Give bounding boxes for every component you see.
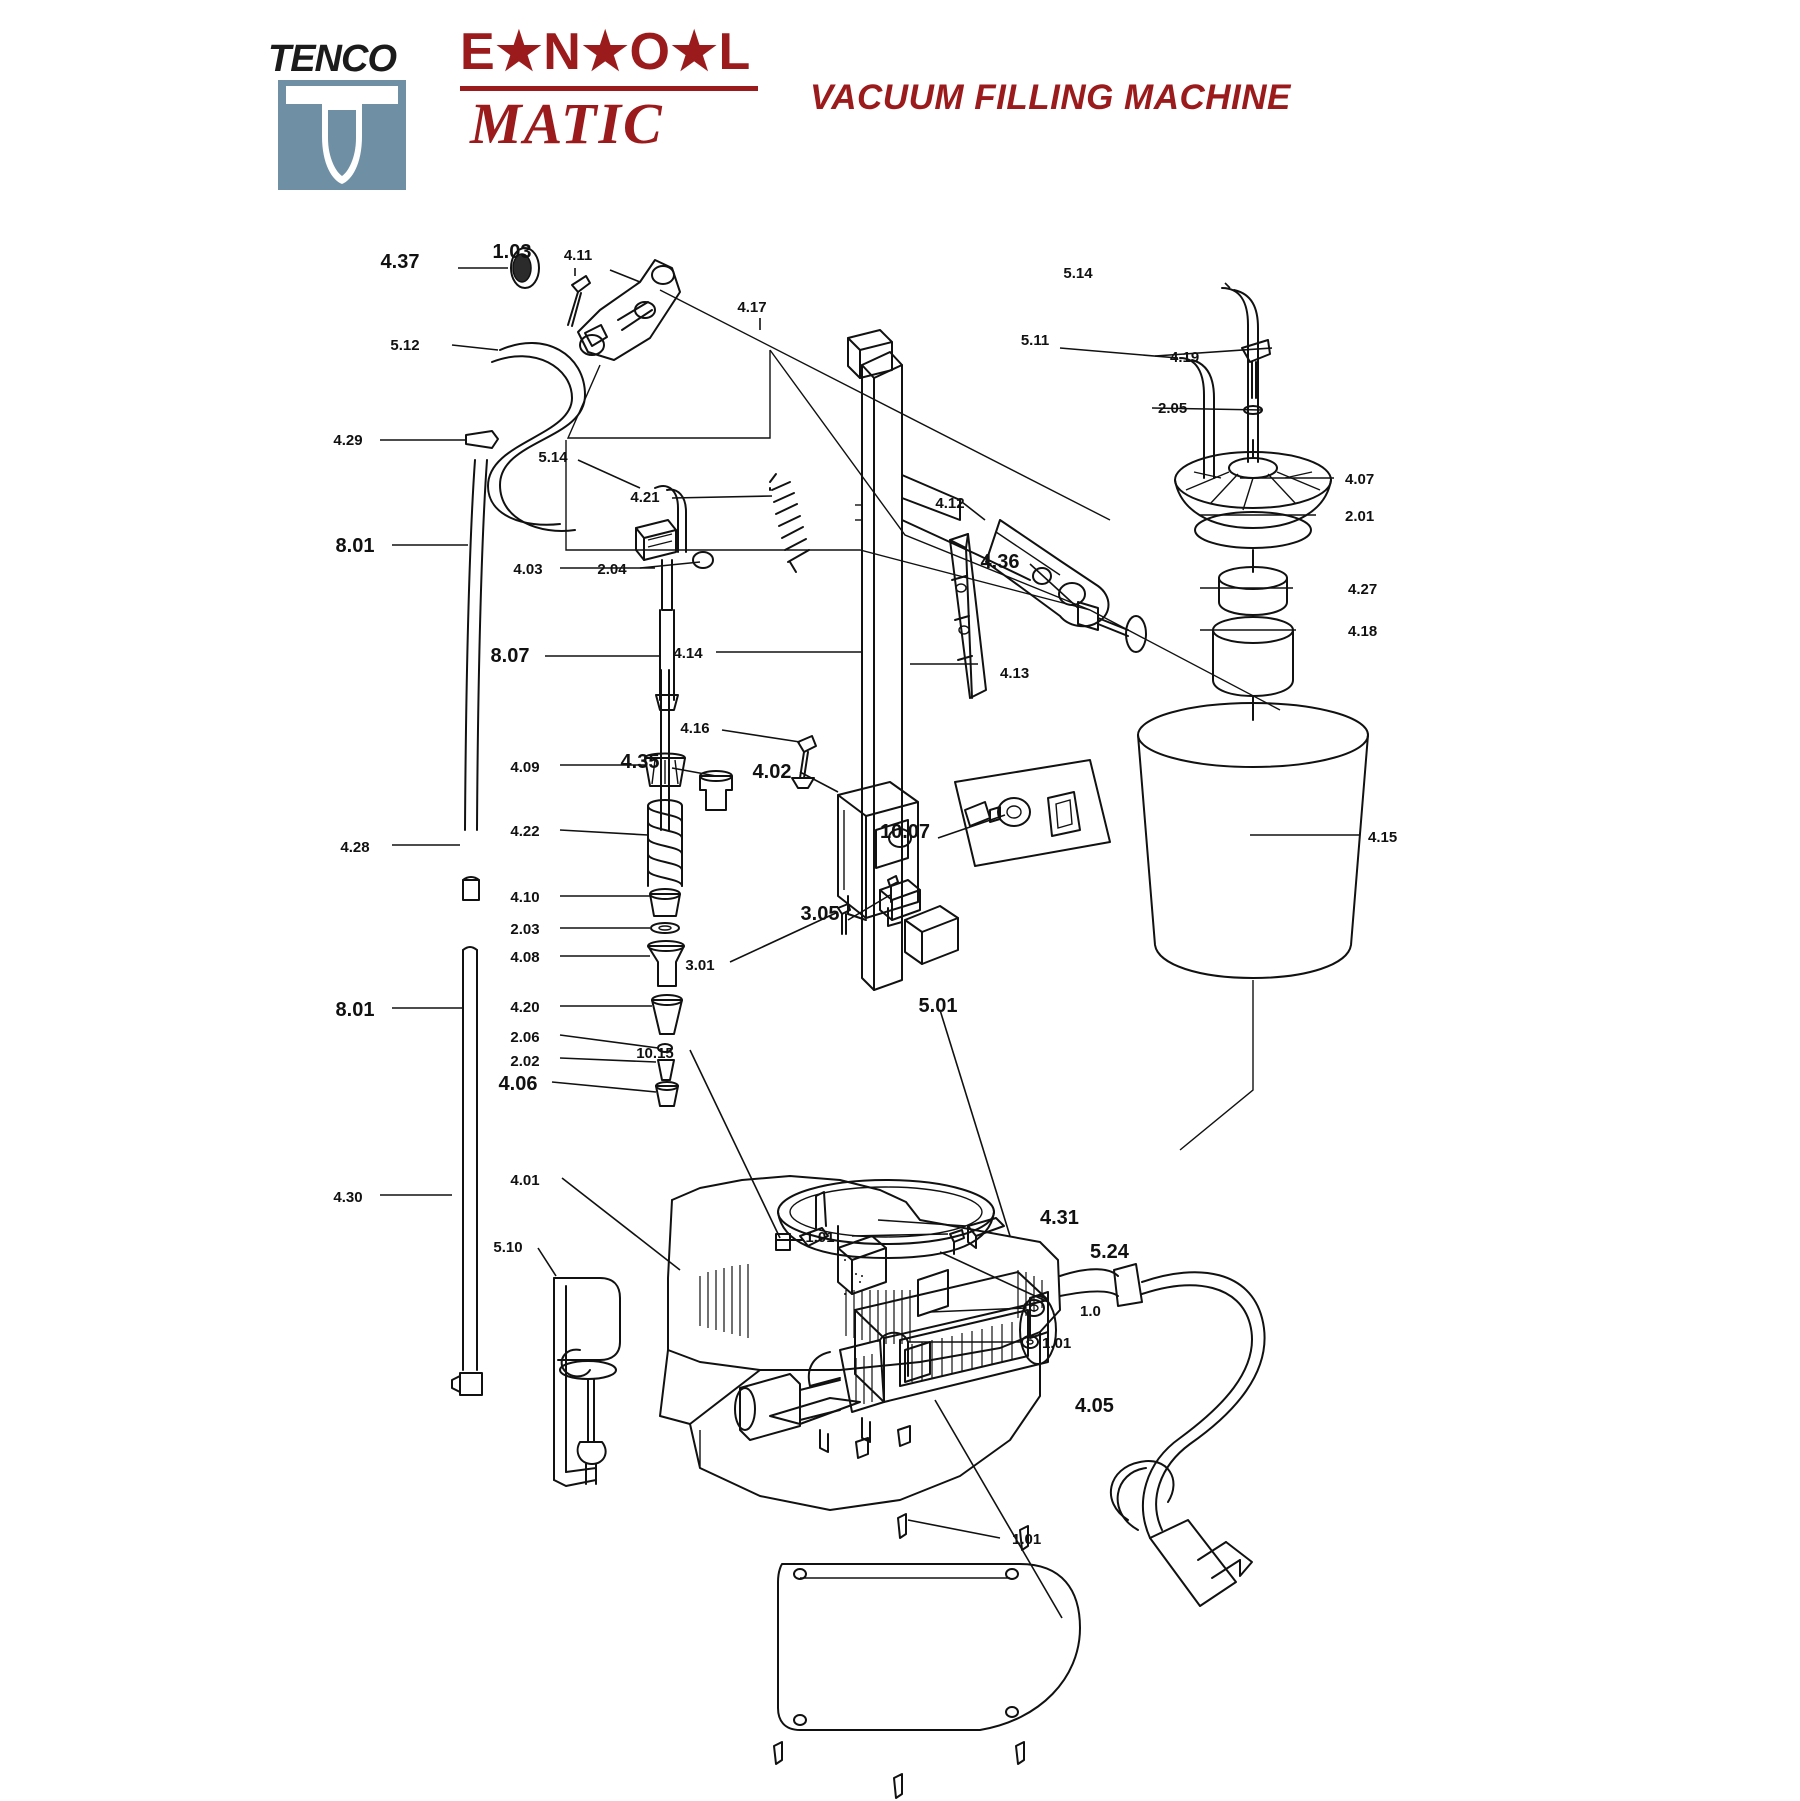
- svg-text:10.15: 10.15: [636, 1045, 674, 1062]
- svg-text:4.12: 4.12: [935, 495, 965, 512]
- tenco-logo-mark: [278, 80, 406, 190]
- enol-wordmark: E★N★O★L: [460, 23, 752, 81]
- svg-text:4.35: 4.35: [620, 751, 660, 773]
- svg-text:4.11: 4.11: [563, 247, 593, 264]
- tenco-logo: [0, 18, 396, 178]
- page-title: VACUUM FILLING MACHINE: [810, 78, 1291, 117]
- svg-text:4.36: 4.36: [980, 551, 1020, 573]
- enolmatic-logo: [460, 18, 760, 168]
- svg-text:4.20: 4.20: [510, 999, 540, 1016]
- svg-text:2.03: 2.03: [510, 921, 540, 938]
- svg-text:4.14: 4.14: [673, 645, 703, 662]
- svg-text:1.0: 1.0: [1080, 1303, 1101, 1320]
- svg-text:2.04: 2.04: [597, 561, 627, 578]
- svg-text:4.31: 4.31: [1040, 1207, 1079, 1229]
- svg-text:4.17: 4.17: [737, 299, 767, 316]
- svg-text:5.14: 5.14: [538, 449, 568, 466]
- svg-text:4.06: 4.06: [498, 1073, 538, 1095]
- svg-text:10.07: 10.07: [879, 821, 931, 843]
- svg-text:4.28: 4.28: [340, 839, 370, 856]
- svg-text:1.01: 1.01: [1012, 1531, 1042, 1548]
- tenco-wordmark: TENCO: [268, 38, 396, 80]
- svg-text:4.01: 4.01: [510, 1172, 540, 1189]
- svg-text:4.15: 4.15: [1368, 829, 1398, 846]
- svg-text:4.13: 4.13: [1000, 665, 1030, 682]
- svg-text:4.18: 4.18: [1348, 623, 1378, 640]
- svg-text:8.07: 8.07: [490, 645, 530, 667]
- svg-text:4.16: 4.16: [680, 720, 710, 737]
- svg-text:4.10: 4.10: [510, 889, 540, 906]
- svg-text:4.05: 4.05: [1075, 1395, 1114, 1417]
- svg-text:4.21: 4.21: [630, 489, 660, 506]
- svg-text:5.11: 5.11: [1020, 332, 1050, 349]
- svg-text:4.27: 4.27: [1348, 581, 1378, 598]
- svg-text:4.08: 4.08: [510, 949, 540, 966]
- svg-text:4.30: 4.30: [333, 1189, 363, 1206]
- svg-text:4.37: 4.37: [380, 251, 420, 273]
- svg-text:4.29: 4.29: [333, 432, 363, 449]
- svg-text:1.01: 1.01: [805, 1229, 835, 1246]
- svg-text:5.10: 5.10: [493, 1239, 523, 1256]
- svg-text:4.07: 4.07: [1345, 471, 1375, 488]
- svg-text:4.22: 4.22: [510, 823, 540, 840]
- svg-text:1.01: 1.01: [1042, 1335, 1072, 1352]
- svg-text:8.01: 8.01: [335, 535, 375, 557]
- header-banner: [0, 0, 1800, 190]
- svg-text:5.12: 5.12: [390, 337, 420, 354]
- svg-text:4.19: 4.19: [1170, 349, 1200, 366]
- svg-text:4.02: 4.02: [752, 761, 792, 783]
- matic-wordmark: MATIC: [470, 91, 664, 156]
- svg-text:2.01: 2.01: [1345, 508, 1375, 525]
- svg-text:3.01: 3.01: [685, 957, 715, 974]
- svg-text:5.14: 5.14: [1063, 265, 1093, 282]
- tenco-bull-icon: [278, 80, 406, 190]
- svg-text:4.09: 4.09: [510, 759, 540, 776]
- svg-text:4.03: 4.03: [513, 561, 543, 578]
- svg-text:3.05: 3.05: [800, 903, 840, 925]
- svg-text:1.03: 1.03: [492, 241, 532, 263]
- svg-text:2.02: 2.02: [510, 1053, 540, 1070]
- exploded-parts-diagram: [0, 190, 1800, 1801]
- svg-text:5.01: 5.01: [918, 995, 958, 1017]
- svg-text:5.24: 5.24: [1090, 1241, 1129, 1263]
- svg-text:2.05: 2.05: [1158, 400, 1188, 417]
- svg-text:8.01: 8.01: [335, 999, 375, 1021]
- svg-text:2.06: 2.06: [510, 1029, 540, 1046]
